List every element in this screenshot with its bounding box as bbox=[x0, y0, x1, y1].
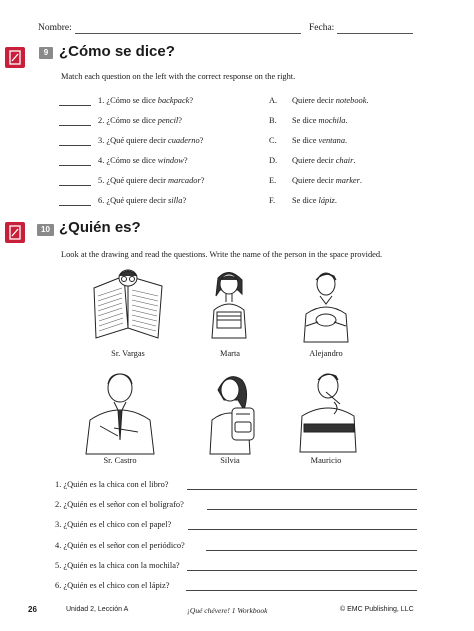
alejandro-illustration bbox=[298, 268, 354, 346]
response-term: mochila bbox=[318, 116, 346, 125]
answer-blank[interactable] bbox=[59, 125, 91, 126]
caption-sr-castro: Sr. Castro bbox=[103, 456, 137, 465]
written-question: 1. ¿Quién es la chica con el libro? bbox=[55, 480, 169, 489]
question-punct: ? bbox=[178, 116, 182, 125]
question-punct: ? bbox=[199, 136, 204, 145]
caption-silvia: Silvia bbox=[220, 456, 240, 465]
matching-response bbox=[292, 96, 369, 105]
matching-response bbox=[292, 156, 356, 165]
matching-question bbox=[98, 156, 188, 165]
answer-line[interactable] bbox=[206, 550, 417, 551]
writing-activity-icon bbox=[5, 47, 25, 68]
response-letter: D. bbox=[269, 156, 278, 165]
question-number: 4. bbox=[98, 156, 105, 165]
response-punct: . bbox=[345, 116, 348, 125]
marta-illustration bbox=[204, 268, 254, 346]
book-title: ¡Qué chévere! 1 Workbook bbox=[187, 606, 268, 615]
response-letter: C. bbox=[269, 136, 277, 145]
written-question: 6. ¿Quién es el chico con el lápiz? bbox=[55, 581, 170, 590]
name-field[interactable] bbox=[75, 33, 301, 34]
answer-blank[interactable] bbox=[59, 205, 91, 206]
question-number: 2. bbox=[98, 116, 105, 125]
answer-line[interactable] bbox=[187, 489, 417, 490]
response-punct: . bbox=[345, 136, 348, 145]
response-text: Quiere decir bbox=[292, 156, 336, 165]
date-field[interactable] bbox=[337, 33, 413, 34]
question-text: ¿Cómo se dice bbox=[106, 156, 158, 165]
matching-question bbox=[98, 176, 204, 185]
mauricio-illustration bbox=[296, 368, 362, 454]
response-text: Se dice bbox=[292, 136, 319, 145]
answer-blank[interactable] bbox=[59, 185, 91, 186]
response-term: chair bbox=[335, 156, 354, 165]
section-title: ¿Quién es? bbox=[59, 219, 141, 236]
answer-blank[interactable] bbox=[59, 145, 91, 146]
answer-blank[interactable] bbox=[59, 165, 91, 166]
matching-response bbox=[292, 196, 337, 205]
answer-line[interactable] bbox=[186, 590, 417, 591]
name-label: Nombre: bbox=[38, 23, 72, 33]
matching-question bbox=[98, 96, 193, 105]
response-text: Quiere decir bbox=[292, 176, 336, 185]
question-punct: ? bbox=[183, 156, 188, 165]
question-term: cuaderno bbox=[168, 136, 200, 145]
matching-question bbox=[98, 196, 186, 205]
response-letter: E. bbox=[269, 176, 277, 185]
response-term: ventana bbox=[318, 136, 346, 145]
response-term: lápiz bbox=[318, 196, 335, 205]
response-text: Se dice bbox=[292, 196, 319, 205]
question-term: marcador bbox=[168, 176, 201, 185]
question-text: ¿Cómo se dice bbox=[106, 96, 158, 105]
written-question: 4. ¿Quién es el señor con el periódico? bbox=[55, 541, 185, 550]
response-letter: A. bbox=[269, 96, 278, 105]
question-text: ¿Qué quiere decir bbox=[106, 196, 168, 205]
page-number: 26 bbox=[28, 605, 37, 614]
question-text: ¿Cómo se dice bbox=[106, 116, 158, 125]
question-text: ¿Qué quiere decir bbox=[106, 176, 168, 185]
matching-question bbox=[98, 116, 182, 125]
question-punct: ? bbox=[200, 176, 205, 185]
question-text: ¿Qué quiere decir bbox=[106, 136, 168, 145]
response-punct: . bbox=[366, 96, 369, 105]
caption-mauricio: Mauricio bbox=[310, 456, 342, 465]
question-term: pencil bbox=[157, 116, 179, 125]
response-term: marker bbox=[335, 176, 360, 185]
question-number: 6. bbox=[98, 196, 105, 205]
response-text: Se dice bbox=[292, 116, 319, 125]
question-punct: ? bbox=[189, 96, 194, 105]
question-number: 1. bbox=[98, 96, 105, 105]
response-punct: . bbox=[334, 196, 337, 205]
activity-number-badge: 9 bbox=[39, 47, 53, 59]
sr-castro-illustration bbox=[84, 370, 156, 456]
matching-question bbox=[98, 136, 203, 145]
caption-marta: Marta bbox=[220, 349, 240, 358]
response-letter: F. bbox=[269, 196, 276, 205]
answer-blank[interactable] bbox=[59, 105, 91, 106]
question-number: 5. bbox=[98, 176, 105, 185]
writing-activity-icon bbox=[5, 222, 25, 243]
answer-line[interactable] bbox=[207, 509, 417, 510]
activity-number-badge: 10 bbox=[37, 224, 54, 236]
caption-alejandro: Alejandro bbox=[309, 349, 343, 358]
question-term: window bbox=[157, 156, 184, 165]
answer-line[interactable] bbox=[188, 529, 417, 530]
question-punct: ? bbox=[182, 196, 187, 205]
matching-response bbox=[292, 176, 362, 185]
question-term: silla bbox=[168, 196, 183, 205]
written-question: 3. ¿Quién es el chico con el papel? bbox=[55, 520, 172, 529]
response-letter: B. bbox=[269, 116, 277, 125]
section-title: ¿Cómo se dice? bbox=[59, 43, 175, 60]
matching-response bbox=[292, 116, 348, 125]
matching-response bbox=[292, 136, 347, 145]
written-question: 5. ¿Quién es la chica con la mochila? bbox=[55, 561, 180, 570]
question-number: 3. bbox=[98, 136, 105, 145]
instructions: Look at the drawing and read the questions. Write the name of the person in the space provided. bbox=[61, 250, 383, 259]
unit-label: Unidad 2, Lección A bbox=[66, 606, 129, 613]
question-term: backpack bbox=[157, 96, 190, 105]
written-question: 2. ¿Quién es el señor con el bolígrafo? bbox=[55, 500, 184, 509]
caption-sr-vargas: Sr. Vargas bbox=[111, 349, 145, 358]
answer-line[interactable] bbox=[187, 570, 417, 571]
response-term: notebook bbox=[335, 96, 367, 105]
copyright: © EMC Publishing, LLC bbox=[340, 606, 414, 613]
silvia-illustration bbox=[204, 370, 264, 456]
response-text: Quiere decir bbox=[292, 96, 336, 105]
instructions: Match each question on the left with the correct response on the right. bbox=[61, 72, 296, 81]
date-label: Fecha: bbox=[309, 23, 335, 33]
response-punct: . bbox=[359, 176, 363, 185]
response-punct: . bbox=[353, 156, 356, 165]
sr-vargas-illustration bbox=[88, 268, 168, 346]
